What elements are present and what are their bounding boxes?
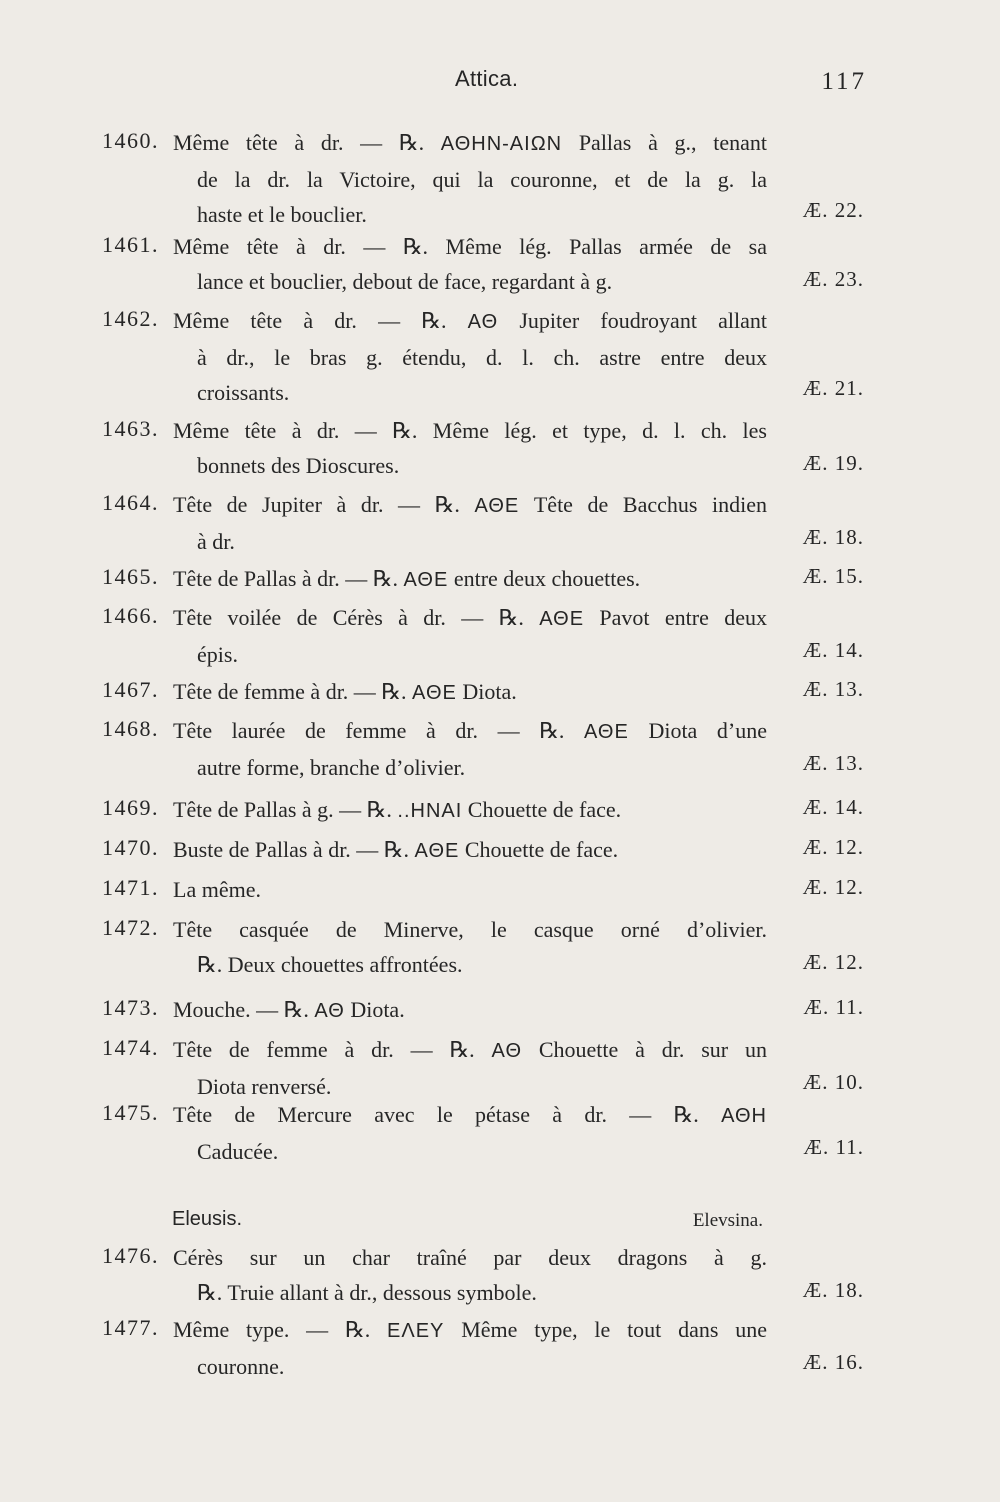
line-text: Tête de Bacchus indien — [519, 492, 767, 517]
description-line — [173, 792, 767, 829]
line-text: Diota. — [344, 997, 405, 1022]
line-text: croissants. — [197, 380, 290, 405]
entry-number: 1462. — [102, 306, 159, 331]
greek-legend: ΑΘΕ — [474, 495, 520, 517]
metal-size: Æ. 15. — [802, 564, 864, 588]
description-line — [173, 600, 767, 637]
line-text: Même tête à dr. — ℞. Même lég. Pallas armée de sa — [173, 234, 767, 259]
description-line — [173, 832, 767, 869]
description-line — [173, 947, 767, 982]
entry-description — [173, 561, 767, 598]
line-text: bonnets des Dioscures. — [197, 453, 400, 478]
line-text: ℞. Deux chouettes affrontées. — [197, 952, 463, 977]
section-title: Attica. — [455, 66, 519, 91]
description-line — [173, 992, 767, 1029]
greek-legend: ΑΘΕ — [412, 682, 457, 704]
greek-legend: ..ΗΝΑΙ — [397, 800, 463, 822]
entry-number: 1476. — [102, 1243, 159, 1268]
line-text: Tête de Mercure avec le pétase à dr. — ℞. — [173, 1102, 722, 1127]
line-text: à dr. — [197, 529, 235, 554]
greek-legend: ΑΘΕ — [539, 608, 585, 630]
line-text: Mouche. — ℞. — [173, 997, 315, 1022]
entry-number: 1475. — [102, 1100, 159, 1125]
line-text: autre forme, branche d’olivier. — [197, 755, 466, 780]
greek-legend: ΕΛΕΥ — [387, 1320, 445, 1342]
description-line — [173, 340, 767, 375]
metal-size: Æ. 14. — [802, 795, 864, 819]
line-text: Cérès sur un char traîné par deux dragons à g. — [173, 1245, 767, 1270]
metal-size: Æ. 12. — [802, 950, 864, 974]
line-text: à dr., le bras g. étendu, d. l. ch. astre entre deux — [197, 345, 767, 370]
description-line — [173, 303, 767, 340]
entry-number: 1472. — [102, 915, 159, 940]
entry-description — [173, 992, 767, 1029]
city-modern-name: Elevsina. — [692, 1210, 763, 1231]
metal-size: Æ. 18. — [802, 1278, 864, 1302]
metal-size: Æ. 11. — [803, 1135, 864, 1159]
line-text: La même. — [173, 877, 261, 902]
entry-description — [173, 600, 767, 672]
line-text: couronne. — [197, 1354, 285, 1379]
description-line — [173, 1032, 767, 1069]
line-text: Tête de Pallas à g. — ℞. — [173, 797, 398, 822]
line-text: Chouette à dr. sur un — [522, 1037, 767, 1062]
line-text: Tête de femme à dr. — ℞. — [173, 1037, 492, 1062]
line-text: Même tête à dr. — ℞. Même lég. et type, d. l. ch. les — [173, 418, 767, 443]
greek-legend: ΑΘ — [491, 1040, 523, 1062]
entry-description — [173, 303, 767, 410]
metal-size: Æ. 13. — [802, 677, 864, 701]
line-text: Chouette de face. — [459, 837, 619, 862]
metal-size: Æ. 12. — [802, 835, 864, 859]
metal-size: Æ. 12. — [802, 875, 864, 899]
entry-description — [173, 1312, 767, 1384]
line-text: Même tête à dr. — ℞. — [173, 130, 441, 155]
greek-legend: ΑΘΗΝ-ΑΙΩΝ — [440, 133, 563, 155]
entry-description — [173, 1240, 767, 1310]
running-head — [0, 66, 1000, 106]
line-text: Même tête à dr. — ℞. — [173, 308, 468, 333]
entry-description — [173, 674, 767, 711]
metal-size: Æ. 14. — [802, 638, 864, 662]
description-line — [173, 162, 767, 197]
description-line — [173, 375, 767, 410]
description-line — [173, 674, 767, 711]
entry-description — [173, 912, 767, 982]
line-text: Pallas à g., tenant — [562, 130, 767, 155]
entry-description — [173, 229, 767, 299]
greek-legend: ΑΘΕ — [403, 569, 449, 591]
line-text: Tête de Jupiter à dr. — ℞. — [173, 492, 475, 517]
entry-description — [173, 792, 767, 829]
city-heading — [172, 1208, 767, 1240]
description-line — [173, 561, 767, 598]
city-name: Eleusis. — [172, 1208, 243, 1230]
metal-size: Æ. 21. — [802, 376, 864, 400]
line-text: Même type. — ℞. — [173, 1317, 388, 1342]
metal-size: Æ. 19. — [802, 451, 864, 475]
description-line — [173, 197, 767, 232]
description-line — [173, 229, 767, 264]
line-text: Tête casquée de Minerve, le casque orné d’olivier. — [173, 917, 767, 942]
description-line — [173, 1275, 767, 1310]
greek-legend: ΑΘΗ — [721, 1105, 767, 1127]
line-text: épis. — [197, 642, 238, 667]
entry-number: 1474. — [102, 1035, 159, 1060]
entry-number: 1467. — [102, 677, 159, 702]
line-text: Tête de Pallas à dr. — ℞. — [173, 566, 404, 591]
line-text: Pavot entre deux — [584, 605, 767, 630]
entry-number: 1465. — [102, 564, 159, 589]
entry-description — [173, 413, 767, 483]
line-text: Jupiter foudroyant allant — [498, 308, 767, 333]
description-line — [173, 750, 767, 785]
line-text: Chouette de face. — [462, 797, 622, 822]
line-text: Tête laurée de femme à dr. — ℞. — [173, 718, 585, 743]
description-line — [173, 413, 767, 448]
entry-description — [173, 1032, 767, 1104]
line-text: de la dr. la Victoire, qui la couronne, et de la g. la — [197, 167, 767, 192]
entry-number: 1473. — [102, 995, 159, 1020]
entry-description — [173, 487, 767, 559]
page-number: 117 — [821, 68, 867, 95]
metal-size: Æ. 10. — [802, 1070, 864, 1094]
line-text: Diota d’une — [628, 718, 767, 743]
entry-description — [173, 1097, 767, 1169]
description-line — [173, 125, 767, 162]
entry-number: 1460. — [102, 128, 159, 153]
entry-number: 1461. — [102, 232, 159, 257]
description-line — [173, 1134, 767, 1169]
entry-description — [173, 832, 767, 869]
entry-number: 1468. — [102, 716, 159, 741]
greek-legend: ΑΘΕ — [414, 840, 460, 862]
metal-size: Æ. 22. — [802, 198, 864, 222]
metal-size: Æ. 16. — [802, 1350, 864, 1374]
description-line — [173, 1312, 767, 1349]
entry-description — [173, 872, 767, 907]
entry-number: 1463. — [102, 416, 159, 441]
description-line — [173, 1097, 767, 1134]
entry-number: 1470. — [102, 835, 159, 860]
line-text: Buste de Pallas à dr. — ℞. — [173, 837, 415, 862]
description-line — [173, 912, 767, 947]
description-line — [173, 524, 767, 559]
greek-legend: ΑΘ — [314, 1000, 345, 1022]
description-line — [173, 448, 767, 483]
metal-size: Æ. 18. — [802, 525, 864, 549]
entry-number: 1471. — [102, 875, 159, 900]
entry-number: 1464. — [102, 490, 159, 515]
metal-size: Æ. 23. — [802, 267, 864, 291]
description-line — [173, 264, 767, 299]
line-text: Tête de femme à dr. — ℞. — [173, 679, 413, 704]
line-text: entre deux chouettes. — [448, 566, 641, 591]
greek-legend: ΑΘ — [467, 311, 499, 333]
line-text: Tête voilée de Cérès à dr. — ℞. — [173, 605, 540, 630]
line-text: Diota. — [456, 679, 517, 704]
greek-legend: ΑΘΕ — [584, 721, 629, 743]
description-line — [173, 1349, 767, 1384]
entry-description — [173, 125, 767, 232]
metal-size: Æ. 13. — [802, 751, 864, 775]
description-line — [173, 487, 767, 524]
description-line — [173, 713, 767, 750]
entry-number: 1466. — [102, 603, 159, 628]
metal-size: Æ. 11. — [803, 995, 864, 1019]
line-text: Caducée. — [197, 1139, 279, 1164]
line-text: lance et bouclier, debout de face, regardant à g. — [197, 269, 613, 294]
line-text: Diota renversé. — [197, 1074, 332, 1099]
description-line — [173, 872, 767, 907]
line-text: ℞. Truie allant à dr., dessous symbole. — [197, 1280, 537, 1305]
line-text: Même type, le tout dans une — [444, 1317, 767, 1342]
entry-description — [173, 713, 767, 785]
entry-number: 1469. — [102, 795, 159, 820]
description-line — [173, 1240, 767, 1275]
line-text: haste et le bouclier. — [197, 202, 367, 227]
entry-number: 1477. — [102, 1315, 159, 1340]
description-line — [173, 637, 767, 672]
